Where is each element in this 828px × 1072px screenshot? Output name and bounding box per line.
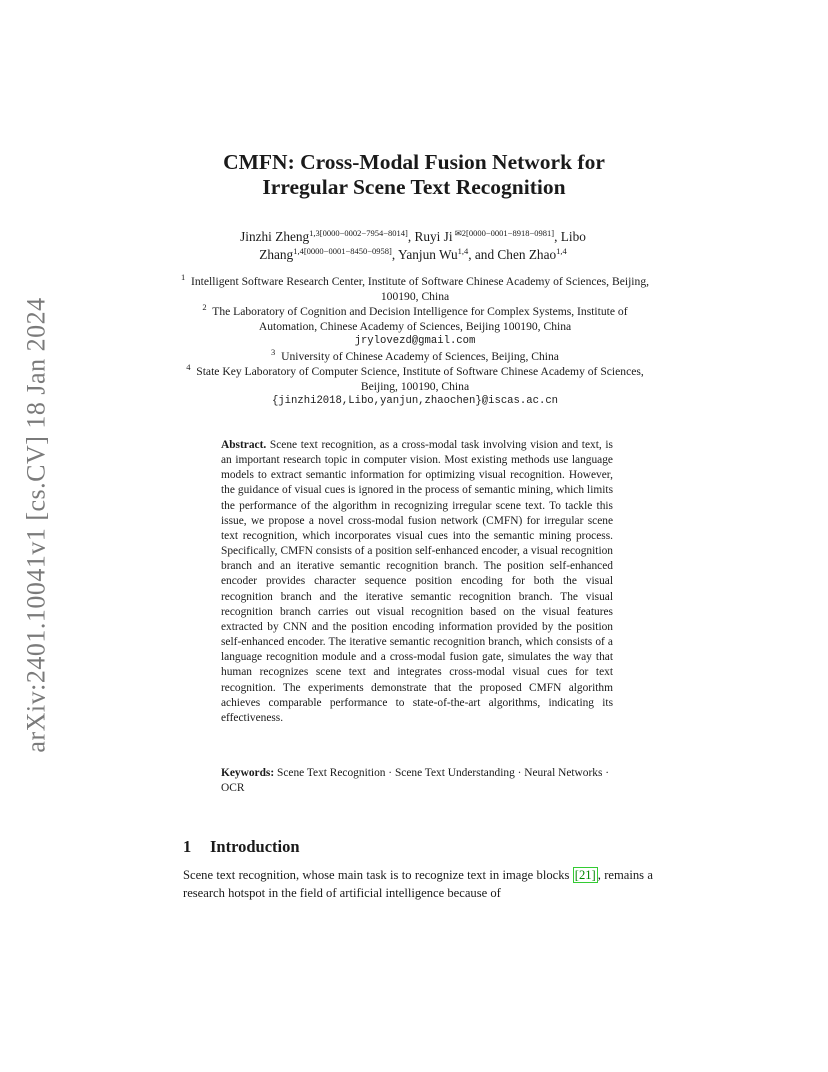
section-number: 1 [183, 837, 192, 856]
affiliation-number: 2 [202, 302, 207, 312]
arxiv-identifier: arXiv:2401.10041v1 [cs.CV] 18 Jan 2024 [22, 297, 51, 753]
citation-link[interactable]: [21] [574, 868, 596, 882]
affiliation-2 [180, 304, 650, 334]
affiliation-text: University of Chinese Academy of Sciences, Beijing, China [281, 350, 559, 363]
affiliation-text: The Laboratory of Cognition and Decision Intelligence for Complex Systems, Institute of Automation, Chinese Academy of Sciences, Beijing 100190, China [212, 305, 628, 333]
keywords-label: Keywords: [221, 767, 275, 779]
intro-text: , remains a research hotspot in the field of artificial intelligence because of [183, 868, 653, 900]
author-separator: , Libo [554, 229, 586, 244]
author-name: Ruyi Ji [414, 229, 453, 244]
intro-paragraph [183, 866, 653, 902]
abstract-label: Abstract. [221, 439, 267, 451]
affiliation-1 [180, 274, 650, 304]
keywords [221, 766, 613, 796]
affiliation-number: 1 [180, 272, 186, 282]
title-line-2: Irregular Scene Text Recognition [262, 175, 566, 199]
author-separator: , and [468, 247, 498, 262]
author-list [190, 228, 636, 264]
intro-text: Scene text recognition, whose main task is to recognize text in image blocks [183, 868, 573, 882]
author-name: Chen Zhao [497, 247, 557, 262]
title-line-1: CMFN: Cross-Modal Fusion Network for [223, 150, 605, 174]
abstract [221, 438, 613, 726]
affiliation-4 [180, 364, 650, 394]
affiliation-3 [180, 349, 650, 364]
author-separator: , [391, 247, 399, 262]
author-affiliation: 1,4 [457, 246, 469, 256]
section-title: Introduction [210, 837, 300, 856]
paper-title [0, 150, 828, 200]
author-affiliation-orcid: 1,3[0000−0002−7954−8014] [309, 228, 408, 238]
affiliation-list [180, 274, 650, 409]
group-email: {jinzhi2018,Libo,yanjun,zhaochen}@iscas.ac.cn [271, 395, 559, 407]
author-separator: , [407, 229, 415, 244]
affiliation-number: 3 [271, 347, 276, 357]
author-name: Jinzhi Zheng [240, 229, 310, 244]
affiliation-text: State Key Laboratory of Computer Science, Institute of Software Chinese Academy of Sciences, Beijing, 100190, China [196, 365, 644, 393]
arxiv-margin-stamp [20, 290, 54, 760]
affiliation-text: Intelligent Software Research Center, Institute of Software Chinese Academy of Sciences, Beijing, 100190, China [191, 275, 650, 303]
affiliation-number: 4 [186, 362, 191, 372]
author-affiliation-orcid: ✉2[0000−0001−8918−0981] [452, 228, 555, 238]
author-affiliation-orcid: 1,4[0000−0001−8450−0958] [293, 246, 392, 256]
author-name: Zhang [259, 247, 294, 262]
keywords-text: Scene Text Recognition · Scene Text Understanding · Neural Networks · OCR [221, 767, 610, 795]
section-heading [183, 837, 300, 857]
author-name: Yanjun Wu [398, 247, 458, 262]
author-affiliation: 1,4 [556, 246, 567, 256]
abstract-text: Scene text recognition, as a cross-modal task involving vision and text, is an important research topic in computer vision. Most existing methods use language models to extract semantic information for optimizing visual recognition. However, the guidance of visual cues is ignored in the process of semantic mining, which limits the performance of the algorithm in recognizing irregular scene text. To tackle this issue, we propose a novel cross-modal fusion network (CMFN) for irregular scene text recognition, which incorporates visual cues into the semantic mining process. Specifically, CMFN consists of a position self-enhanced encoder, a visual recognition branch and an iterative semantic recognition branch. The position self-enhanced encoder provides character sequence position encoding for both the visual recognition branch and the iterative semantic recognition branch. The visual recognition branch carries out visual recognition based on the visual features extracted by CNN and the position encoding information provided by the position self-enhanced encoder. The iterative semantic recognition branch, which consists of a language recognition module and a cross-modal fusion gate, simulates the way that human recognizes scene text and integrates cross-modal visual cues for text recognition. The experiments demonstrate that the proposed CMFN algorithm achieves comparable performance to state-of-the-art algorithms, indicating its effectiveness. [221, 439, 613, 724]
corresponding-email: jrylovezd@gmail.com [354, 335, 476, 347]
